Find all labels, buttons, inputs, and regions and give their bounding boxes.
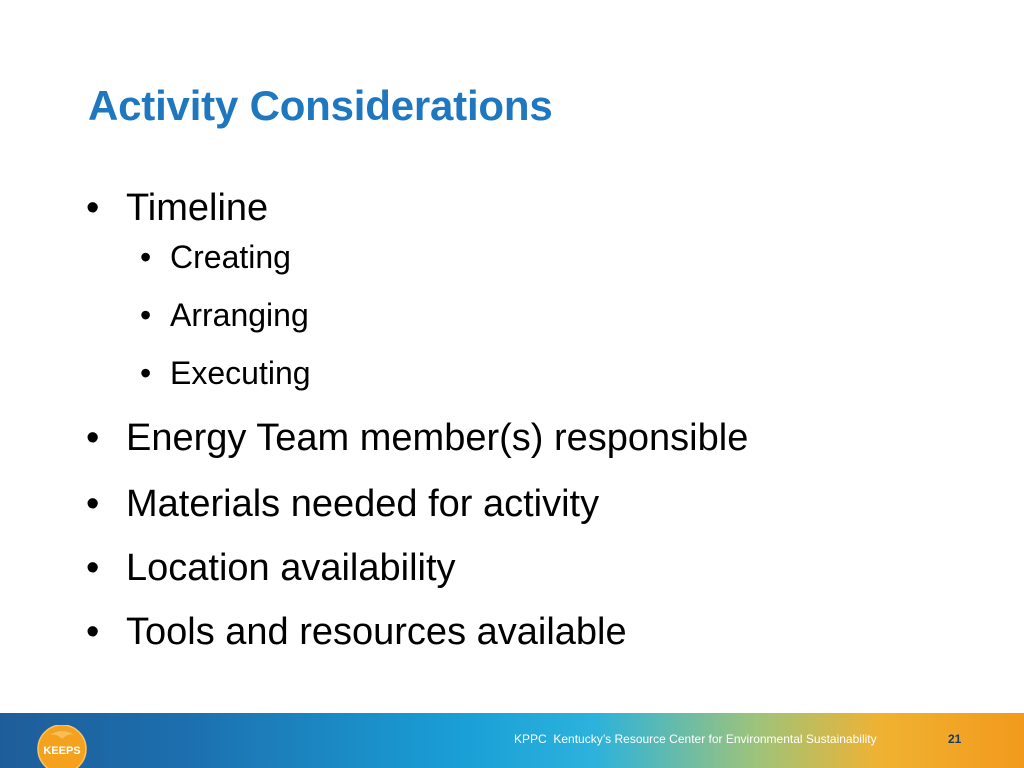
page-number: 21 <box>948 732 962 746</box>
bullet-item <box>86 546 986 590</box>
bullet-dot-icon: • <box>86 611 100 653</box>
bullet-dot-icon: • <box>140 297 152 333</box>
bullet-dot-icon: • <box>140 239 152 275</box>
sub-bullet-item <box>140 238 986 276</box>
sub-bullet-item <box>140 354 986 392</box>
footer-org-text: KPPC Kentucky’s Resource Center for Environmental Sustainability <box>514 732 877 746</box>
bullet-text: Materials needed for activity <box>126 483 600 525</box>
bullet-text: Location availability <box>126 547 456 589</box>
bullet-list <box>86 186 986 654</box>
bullet-text: Energy Team member(s) responsible <box>126 417 749 459</box>
bullet-dot-icon: • <box>86 483 100 525</box>
bullet-text: Timeline <box>126 187 269 229</box>
bullet-item <box>86 482 986 526</box>
keeps-logo-icon <box>34 725 90 768</box>
footer-bar <box>0 713 1024 768</box>
sub-bullet-text: Executing <box>170 355 311 391</box>
sub-bullet-text: Arranging <box>170 297 309 333</box>
bullet-dot-icon: • <box>86 187 100 229</box>
logo-text: KEEPS <box>43 745 81 757</box>
bullet-text: Tools and resources available <box>126 611 627 653</box>
bullet-item <box>86 610 986 654</box>
bullet-dot-icon: • <box>86 417 100 459</box>
sub-bullet-item <box>140 296 986 334</box>
slide-title: Activity Considerations <box>88 82 553 129</box>
bullet-dot-icon: • <box>140 355 152 391</box>
bullet-dot-icon: • <box>86 547 100 589</box>
bullet-item <box>86 416 986 460</box>
sub-bullet-text: Creating <box>170 239 291 275</box>
bullet-item <box>86 186 986 230</box>
